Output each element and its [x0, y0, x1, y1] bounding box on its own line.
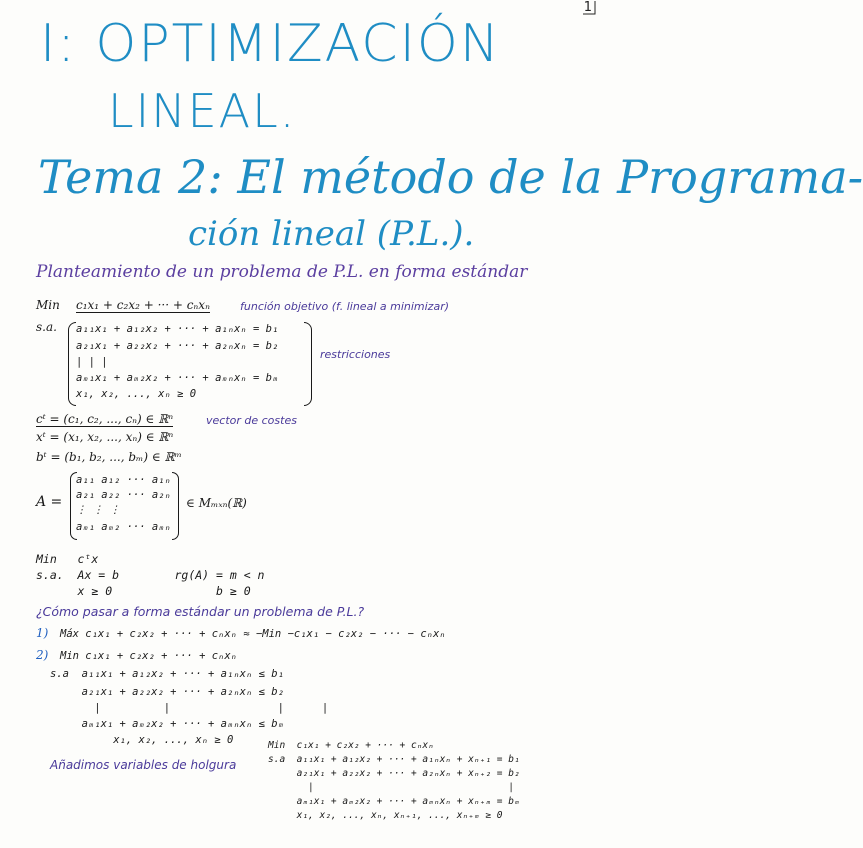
question: ¿Cómo pasar a forma estándar un problema de P.L.?: [36, 604, 365, 619]
matrix-a-label: A =: [36, 494, 63, 510]
tema-title-line2: ción lineal (P.L.).: [188, 214, 475, 254]
result-row: s.a a₁₁x₁ + a₁₂x₂ + ··· + a₁ₙxₙ + xₙ₊₁ = b₁: [268, 754, 520, 765]
page-number: 1: [583, 0, 592, 15]
compact-nonneg: x ≥ 0 b ≥ 0: [36, 584, 251, 598]
step-1-text: Máx c₁x₁ + c₂x₂ + ··· + cₙxₙ ≈ −Min −c₁x₁ − c₂x₂ − ··· − cₙxₙ: [60, 628, 446, 640]
min-label: Min: [36, 298, 60, 312]
matrix-row: ⋮ ⋮ ⋮: [76, 504, 121, 516]
step-2-row: aₘ₁x₁ + aₘ₂x₂ + ··· + aₘₙxₙ ≤ bₘ: [50, 718, 284, 730]
step-2-row: x₁, x₂, ..., xₙ ≥ 0: [50, 734, 234, 746]
objective-function: c₁x₁ + c₂x₂ + ··· + cₙxₙ: [76, 298, 210, 312]
step-2-row: a₂₁x₁ + a₂₂x₂ + ··· + a₂ₙxₙ ≤ b₂: [50, 686, 284, 698]
unit-title-line2: LINEAL.: [108, 84, 297, 138]
constraints-bracket-right: [304, 322, 312, 406]
cost-vector-def: cᵗ = (c₁, c₂, ..., cₙ) ∈ ℝⁿ: [36, 412, 174, 426]
step-1-number: 1): [36, 626, 49, 640]
tema-title: Tema 2: El método de la Programa-: [38, 150, 863, 204]
matrix-row: aₘ₁ aₘ₂ ··· aₘₙ: [76, 521, 171, 533]
constraint-row: | | |: [76, 356, 108, 368]
step-2-row: s.a a₁₁x₁ + a₁₂x₂ + ··· + a₁ₙxₙ ≤ b₁: [50, 668, 284, 680]
slack-note: Añadimos variables de holgura: [50, 758, 237, 772]
sa-label: s.a.: [36, 320, 57, 334]
matrix-space: ∈ Mₘₓₙ(ℝ): [186, 496, 247, 510]
result-row: a₂₁x₁ + a₂₂x₂ + ··· + a₂ₙxₙ + xₙ₊₂ = b₂: [268, 768, 520, 779]
x-vector-def: xᵗ = (x₁, x₂, ..., xₙ) ∈ ℝⁿ: [36, 430, 174, 444]
constraint-row: aₘ₁x₁ + aₘ₂x₂ + ··· + aₘₙxₙ = bₘ: [76, 372, 279, 384]
page-number-box: [582, 0, 596, 16]
b-vector-def: bᵗ = (b₁, b₂, ..., bₘ) ∈ ℝᵐ: [36, 450, 182, 464]
objective-note: función objetivo (f. lineal a minimizar): [240, 300, 450, 313]
compact-sa: s.a. Ax = b rg(A) = m < n: [36, 568, 265, 582]
constraint-row: a₁₁x₁ + a₁₂x₂ + ··· + a₁ₙxₙ = b₁: [76, 323, 279, 335]
unit-title: I: OPTIMIZACIÓN: [40, 14, 501, 74]
matrix-row: a₂₁ a₂₂ ··· a₂ₙ: [76, 489, 171, 501]
step-2-min: Min c₁x₁ + c₂x₂ + ··· + cₙxₙ: [60, 650, 238, 662]
compact-min: Min cᵗx: [36, 552, 99, 566]
result-row: Min c₁x₁ + c₂x₂ + ··· + cₙxₙ: [268, 740, 434, 751]
matrix-bracket-right: [172, 472, 179, 540]
step-2-row: | | | |: [50, 702, 329, 714]
constraints-bracket-left: [68, 322, 76, 406]
step-2-number: 2): [36, 648, 49, 662]
result-row: | |: [268, 782, 514, 793]
result-row: aₘ₁x₁ + aₘ₂x₂ + ··· + aₘₙxₙ + xₙ₊ₘ = bₘ: [268, 796, 520, 807]
constraint-row: x₁, x₂, ..., xₙ ≥ 0: [76, 388, 197, 400]
constraints-note: restricciones: [320, 348, 391, 361]
section-heading: Planteamiento de un problema de P.L. en forma estándar: [36, 262, 528, 282]
result-row: x₁, x₂, ..., xₙ, xₙ₊₁, ..., xₙ₊ₘ ≥ 0: [268, 810, 503, 821]
constraint-row: a₂₁x₁ + a₂₂x₂ + ··· + a₂ₙxₙ = b₂: [76, 340, 279, 352]
matrix-row: a₁₁ a₁₂ ··· a₁ₙ: [76, 474, 171, 486]
cost-vector-note: vector de costes: [206, 414, 297, 427]
